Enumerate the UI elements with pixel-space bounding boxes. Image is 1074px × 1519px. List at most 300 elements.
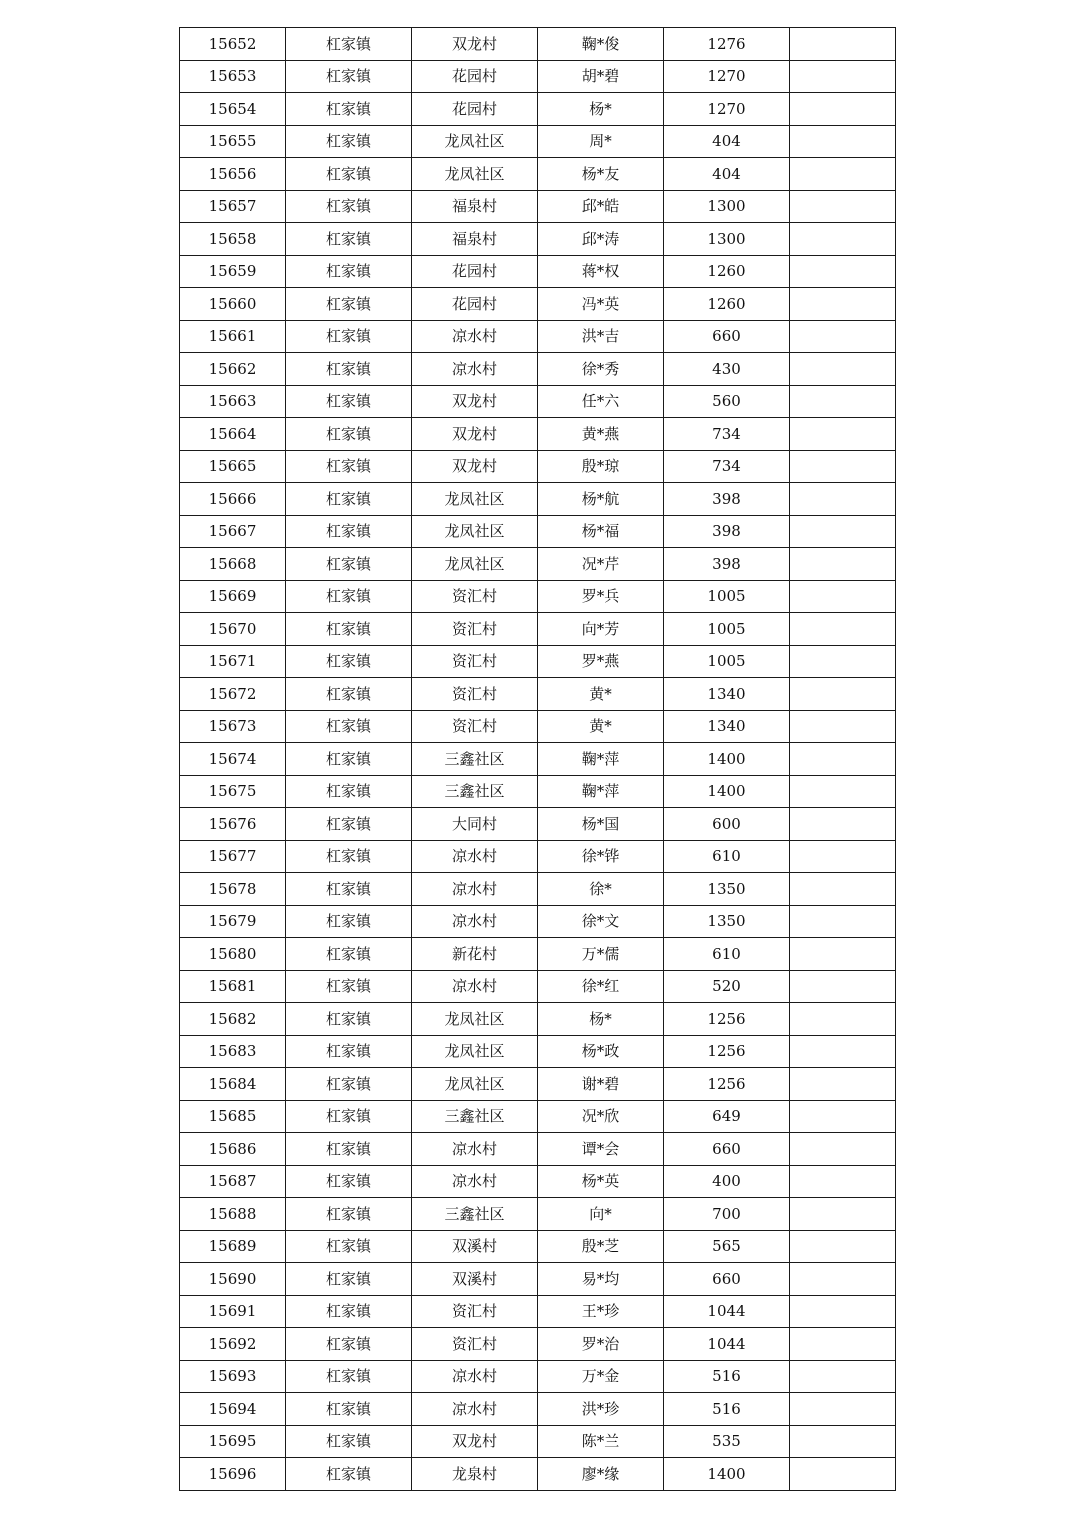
cell-amount: 1340 [664,678,790,711]
cell-village: 双龙村 [412,28,538,61]
cell-name: 徐*红 [538,970,664,1003]
cell-remark [790,1003,896,1036]
table-row [180,1133,896,1166]
cell-village: 双龙村 [412,385,538,418]
table-row [180,223,896,256]
cell-village: 大同村 [412,808,538,841]
cell-remark [790,1263,896,1296]
cell-town: 杠家镇 [286,1425,412,1458]
cell-name: 况*欣 [538,1100,664,1133]
cell-seq: 15656 [180,158,286,191]
cell-village: 资汇村 [412,1295,538,1328]
cell-remark [790,1165,896,1198]
table-row [180,125,896,158]
cell-name: 邱*皓 [538,190,664,223]
cell-name: 谢*碧 [538,1068,664,1101]
cell-remark [790,775,896,808]
cell-seq: 15653 [180,60,286,93]
cell-remark [790,288,896,321]
cell-name: 殷*芝 [538,1230,664,1263]
cell-seq: 15663 [180,385,286,418]
cell-amount: 1350 [664,905,790,938]
cell-seq: 15667 [180,515,286,548]
cell-name: 罗*燕 [538,645,664,678]
cell-town: 杠家镇 [286,1133,412,1166]
cell-amount: 1256 [664,1035,790,1068]
table-row [180,938,896,971]
cell-name: 洪*珍 [538,1393,664,1426]
table-row [180,255,896,288]
cell-amount: 1350 [664,873,790,906]
table-row [180,613,896,646]
cell-remark [790,1328,896,1361]
cell-name: 胡*碧 [538,60,664,93]
cell-amount: 660 [664,1263,790,1296]
cell-name: 徐*文 [538,905,664,938]
cell-amount: 398 [664,548,790,581]
cell-remark [790,580,896,613]
cell-seq: 15655 [180,125,286,158]
table-row [180,1328,896,1361]
table-row [180,1230,896,1263]
cell-village: 福泉村 [412,223,538,256]
cell-seq: 15672 [180,678,286,711]
cell-town: 杠家镇 [286,1360,412,1393]
cell-town: 杠家镇 [286,255,412,288]
table-row [180,320,896,353]
cell-remark [790,28,896,61]
cell-seq: 15671 [180,645,286,678]
cell-village: 双龙村 [412,1425,538,1458]
cell-name: 杨* [538,93,664,126]
cell-name: 谭*会 [538,1133,664,1166]
table-row [180,93,896,126]
cell-town: 杠家镇 [286,93,412,126]
cell-name: 杨*航 [538,483,664,516]
cell-remark [790,1230,896,1263]
cell-village: 龙凤社区 [412,158,538,191]
cell-amount: 610 [664,840,790,873]
cell-town: 杠家镇 [286,353,412,386]
cell-town: 杠家镇 [286,418,412,451]
cell-remark [790,158,896,191]
cell-amount: 398 [664,515,790,548]
table-row [180,1360,896,1393]
cell-name: 廖*缘 [538,1458,664,1491]
cell-remark [790,255,896,288]
cell-remark [790,93,896,126]
cell-town: 杠家镇 [286,28,412,61]
cell-village: 龙凤社区 [412,125,538,158]
cell-remark [790,223,896,256]
table-row [180,775,896,808]
table-row [180,60,896,93]
cell-seq: 15677 [180,840,286,873]
cell-town: 杠家镇 [286,483,412,516]
cell-remark [790,1393,896,1426]
cell-amount: 1256 [664,1003,790,1036]
cell-amount: 600 [664,808,790,841]
cell-remark [790,840,896,873]
cell-amount: 1300 [664,190,790,223]
cell-village: 资汇村 [412,710,538,743]
cell-seq: 15654 [180,93,286,126]
cell-amount: 1400 [664,1458,790,1491]
table-row [180,1393,896,1426]
cell-seq: 15661 [180,320,286,353]
cell-amount: 734 [664,418,790,451]
cell-town: 杠家镇 [286,710,412,743]
cell-name: 杨*国 [538,808,664,841]
cell-remark [790,905,896,938]
cell-name: 徐*秀 [538,353,664,386]
cell-town: 杠家镇 [286,1263,412,1296]
cell-remark [790,548,896,581]
cell-amount: 1044 [664,1328,790,1361]
table-row [180,158,896,191]
cell-village: 资汇村 [412,645,538,678]
table-row [180,905,896,938]
table-row [180,1295,896,1328]
cell-seq: 15668 [180,548,286,581]
cell-name: 王*珍 [538,1295,664,1328]
cell-seq: 15666 [180,483,286,516]
cell-amount: 400 [664,1165,790,1198]
table-row [180,548,896,581]
cell-amount: 535 [664,1425,790,1458]
cell-amount: 1300 [664,223,790,256]
cell-amount: 1400 [664,743,790,776]
table-row [180,1263,896,1296]
cell-town: 杠家镇 [286,938,412,971]
cell-seq: 15683 [180,1035,286,1068]
cell-remark [790,808,896,841]
cell-name: 徐*铧 [538,840,664,873]
cell-remark [790,710,896,743]
cell-name: 向*芳 [538,613,664,646]
cell-village: 三鑫社区 [412,1198,538,1231]
cell-town: 杠家镇 [286,775,412,808]
cell-village: 凉水村 [412,353,538,386]
cell-seq: 15659 [180,255,286,288]
cell-town: 杠家镇 [286,1003,412,1036]
cell-town: 杠家镇 [286,1458,412,1491]
cell-remark [790,1425,896,1458]
cell-seq: 15674 [180,743,286,776]
cell-remark [790,743,896,776]
cell-name: 黄* [538,678,664,711]
cell-town: 杠家镇 [286,158,412,191]
cell-remark [790,1133,896,1166]
cell-town: 杠家镇 [286,970,412,1003]
cell-amount: 560 [664,385,790,418]
table-row [180,970,896,1003]
cell-name: 万*金 [538,1360,664,1393]
cell-village: 资汇村 [412,678,538,711]
cell-seq: 15693 [180,1360,286,1393]
cell-seq: 15662 [180,353,286,386]
cell-seq: 15652 [180,28,286,61]
cell-remark [790,1295,896,1328]
cell-name: 杨*政 [538,1035,664,1068]
cell-village: 资汇村 [412,1328,538,1361]
cell-town: 杠家镇 [286,1100,412,1133]
cell-remark [790,1198,896,1231]
cell-amount: 1005 [664,645,790,678]
cell-village: 福泉村 [412,190,538,223]
cell-remark [790,483,896,516]
cell-village: 凉水村 [412,873,538,906]
cell-amount: 520 [664,970,790,1003]
cell-amount: 660 [664,1133,790,1166]
cell-village: 花园村 [412,93,538,126]
cell-village: 花园村 [412,255,538,288]
cell-village: 凉水村 [412,320,538,353]
cell-name: 鞠*俊 [538,28,664,61]
cell-town: 杠家镇 [286,1035,412,1068]
cell-town: 杠家镇 [286,450,412,483]
cell-town: 杠家镇 [286,678,412,711]
cell-name: 易*均 [538,1263,664,1296]
cell-remark [790,873,896,906]
cell-amount: 1256 [664,1068,790,1101]
cell-seq: 15673 [180,710,286,743]
cell-amount: 1044 [664,1295,790,1328]
cell-name: 任*六 [538,385,664,418]
cell-town: 杠家镇 [286,808,412,841]
cell-seq: 15678 [180,873,286,906]
table-row [180,288,896,321]
cell-amount: 1260 [664,255,790,288]
cell-town: 杠家镇 [286,1393,412,1426]
cell-seq: 15676 [180,808,286,841]
cell-village: 花园村 [412,60,538,93]
table-row [180,808,896,841]
table-row [180,580,896,613]
cell-town: 杠家镇 [286,1328,412,1361]
cell-seq: 15660 [180,288,286,321]
cell-amount: 610 [664,938,790,971]
cell-town: 杠家镇 [286,125,412,158]
cell-seq: 15689 [180,1230,286,1263]
table-row [180,1458,896,1491]
cell-village: 双龙村 [412,450,538,483]
cell-amount: 516 [664,1393,790,1426]
cell-name: 罗*兵 [538,580,664,613]
cell-village: 凉水村 [412,1133,538,1166]
cell-village: 花园村 [412,288,538,321]
cell-town: 杠家镇 [286,190,412,223]
cell-town: 杠家镇 [286,320,412,353]
table-row [180,1003,896,1036]
cell-village: 双龙村 [412,418,538,451]
cell-name: 鞠*萍 [538,775,664,808]
cell-village: 三鑫社区 [412,775,538,808]
cell-amount: 1340 [664,710,790,743]
cell-amount: 1260 [664,288,790,321]
table-row [180,840,896,873]
cell-village: 凉水村 [412,1393,538,1426]
cell-town: 杠家镇 [286,743,412,776]
cell-seq: 15696 [180,1458,286,1491]
cell-village: 新花村 [412,938,538,971]
cell-town: 杠家镇 [286,515,412,548]
table-row [180,1425,896,1458]
cell-village: 龙凤社区 [412,1003,538,1036]
table-row [180,353,896,386]
cell-name: 杨*福 [538,515,664,548]
cell-amount: 398 [664,483,790,516]
cell-remark [790,353,896,386]
table-row [180,483,896,516]
cell-remark [790,450,896,483]
cell-seq: 15688 [180,1198,286,1231]
cell-village: 龙凤社区 [412,515,538,548]
cell-village: 凉水村 [412,970,538,1003]
table-row [180,645,896,678]
cell-amount: 1276 [664,28,790,61]
cell-amount: 660 [664,320,790,353]
cell-village: 龙泉村 [412,1458,538,1491]
cell-village: 资汇村 [412,580,538,613]
cell-village: 三鑫社区 [412,1100,538,1133]
cell-town: 杠家镇 [286,60,412,93]
table-row [180,1165,896,1198]
cell-seq: 15685 [180,1100,286,1133]
table-row [180,385,896,418]
cell-town: 杠家镇 [286,873,412,906]
cell-town: 杠家镇 [286,1165,412,1198]
cell-seq: 15684 [180,1068,286,1101]
cell-amount: 1005 [664,613,790,646]
cell-village: 凉水村 [412,905,538,938]
cell-name: 黄*燕 [538,418,664,451]
cell-remark [790,1035,896,1068]
table-row [180,515,896,548]
table-row [180,418,896,451]
cell-remark [790,320,896,353]
cell-name: 杨*友 [538,158,664,191]
cell-village: 龙凤社区 [412,1068,538,1101]
cell-town: 杠家镇 [286,905,412,938]
cell-name: 冯*英 [538,288,664,321]
cell-remark [790,678,896,711]
cell-name: 洪*吉 [538,320,664,353]
cell-town: 杠家镇 [286,613,412,646]
table-row [180,743,896,776]
cell-amount: 649 [664,1100,790,1133]
table-row [180,873,896,906]
cell-seq: 15665 [180,450,286,483]
cell-amount: 1400 [664,775,790,808]
table-row [180,1035,896,1068]
cell-seq: 15664 [180,418,286,451]
cell-seq: 15657 [180,190,286,223]
cell-town: 杠家镇 [286,580,412,613]
cell-name: 陈*兰 [538,1425,664,1458]
roster-table [179,27,896,1491]
cell-village: 凉水村 [412,1360,538,1393]
cell-village: 双溪村 [412,1230,538,1263]
cell-amount: 1270 [664,60,790,93]
cell-seq: 15669 [180,580,286,613]
cell-amount: 404 [664,125,790,158]
cell-seq: 15682 [180,1003,286,1036]
table-row [180,450,896,483]
table-row [180,678,896,711]
cell-amount: 404 [664,158,790,191]
cell-town: 杠家镇 [286,840,412,873]
cell-town: 杠家镇 [286,1230,412,1263]
cell-name: 蒋*权 [538,255,664,288]
cell-village: 双溪村 [412,1263,538,1296]
cell-name: 徐* [538,873,664,906]
cell-village: 龙凤社区 [412,483,538,516]
table-row [180,1198,896,1231]
cell-amount: 1270 [664,93,790,126]
cell-name: 况*芹 [538,548,664,581]
cell-town: 杠家镇 [286,1198,412,1231]
cell-seq: 15695 [180,1425,286,1458]
cell-remark [790,60,896,93]
cell-amount: 516 [664,1360,790,1393]
cell-remark [790,1100,896,1133]
cell-amount: 700 [664,1198,790,1231]
cell-name: 黄* [538,710,664,743]
cell-seq: 15680 [180,938,286,971]
cell-remark [790,515,896,548]
cell-seq: 15670 [180,613,286,646]
cell-town: 杠家镇 [286,385,412,418]
cell-remark [790,970,896,1003]
cell-village: 凉水村 [412,1165,538,1198]
cell-village: 资汇村 [412,613,538,646]
table-row [180,1068,896,1101]
cell-village: 三鑫社区 [412,743,538,776]
cell-seq: 15694 [180,1393,286,1426]
cell-seq: 15686 [180,1133,286,1166]
table-row [180,1100,896,1133]
cell-town: 杠家镇 [286,1068,412,1101]
cell-seq: 15679 [180,905,286,938]
cell-amount: 734 [664,450,790,483]
cell-remark [790,1360,896,1393]
cell-remark [790,938,896,971]
cell-remark [790,1068,896,1101]
cell-remark [790,645,896,678]
cell-name: 邱*涛 [538,223,664,256]
cell-name: 杨* [538,1003,664,1036]
cell-name: 周* [538,125,664,158]
roster-table-body [180,28,896,1491]
table-row [180,28,896,61]
cell-village: 凉水村 [412,840,538,873]
cell-town: 杠家镇 [286,288,412,321]
table-row [180,710,896,743]
cell-name: 杨*英 [538,1165,664,1198]
cell-seq: 15691 [180,1295,286,1328]
cell-village: 龙凤社区 [412,548,538,581]
cell-seq: 15658 [180,223,286,256]
cell-name: 向* [538,1198,664,1231]
cell-remark [790,418,896,451]
cell-amount: 565 [664,1230,790,1263]
cell-remark [790,190,896,223]
table-row [180,190,896,223]
cell-remark [790,1458,896,1491]
cell-name: 万*儒 [538,938,664,971]
cell-seq: 15675 [180,775,286,808]
